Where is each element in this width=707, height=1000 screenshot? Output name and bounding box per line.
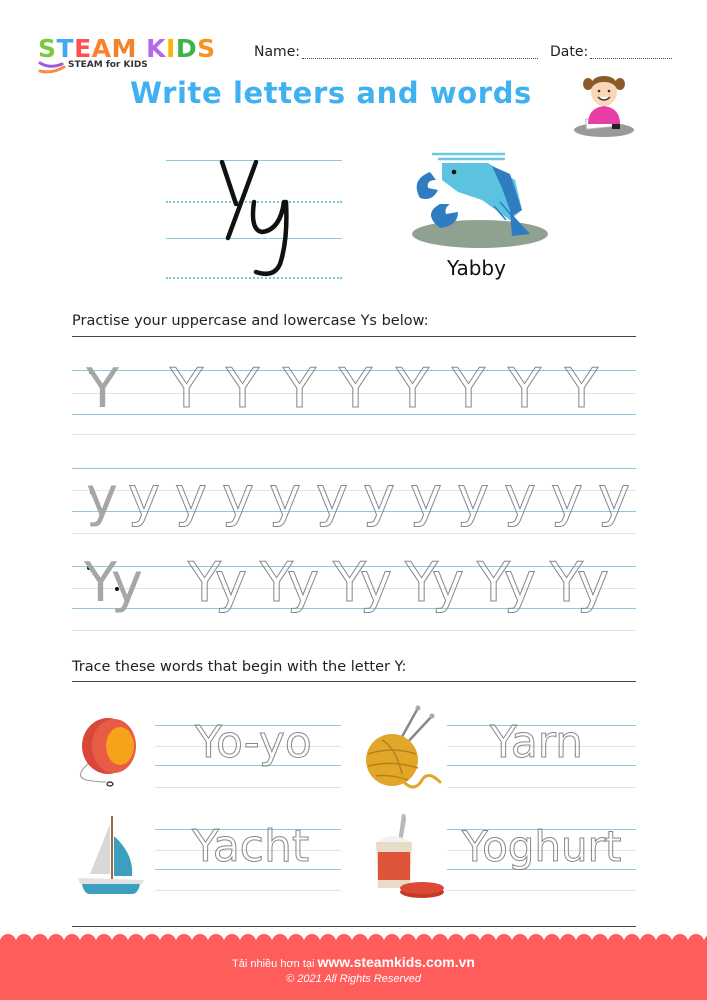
guide-line-descender [72, 630, 636, 631]
scallop-edge [0, 932, 707, 942]
trace-word-yoyo[interactable]: Yo-yo [195, 717, 312, 768]
trace-letter[interactable]: y [128, 465, 160, 528]
footer-prefix: Tải nhiều hơn tại [232, 958, 315, 970]
trace-letter[interactable]: Yy [405, 551, 458, 614]
sailboat-icon [76, 814, 146, 894]
trace-letter[interactable]: Yy [550, 551, 603, 614]
trace-letter[interactable]: Y [452, 357, 485, 420]
example-word: Yabby [447, 256, 506, 280]
trace-letter[interactable]: Y [508, 357, 541, 420]
trace-letter[interactable]: y [363, 465, 395, 528]
guide-line-descender [155, 890, 341, 891]
trace-letter[interactable]: Y [226, 357, 259, 420]
trace-letter[interactable]: Yy [260, 551, 313, 614]
footer-link-line [0, 954, 707, 970]
yoghurt-cup-icon [372, 814, 448, 904]
practice-instruction: Practise your uppercase and lowercase Ys below: [72, 313, 429, 329]
words-instruction: Trace these words that begin with the letter Y: [72, 659, 407, 675]
logo-tagline: STEAM for KIDS [68, 60, 148, 70]
trace-letter[interactable]: Y [170, 357, 203, 420]
trace-word-yacht[interactable]: Yacht [192, 821, 310, 872]
guide-line-descender [155, 787, 341, 788]
girl-writing-icon [568, 66, 640, 138]
trace-letter[interactable]: Yy [188, 551, 241, 614]
trace-letter[interactable]: y [457, 465, 489, 528]
model-letter: y [86, 465, 118, 528]
trace-letter[interactable]: Y [396, 357, 429, 420]
model-letter: Y [86, 357, 119, 420]
name-field[interactable] [302, 58, 538, 59]
guide-line-descender [72, 434, 636, 435]
trace-letter[interactable]: Y [283, 357, 316, 420]
trace-letter[interactable]: y [551, 465, 583, 528]
section-divider [72, 681, 636, 682]
name-label: Name: [254, 44, 301, 60]
trace-letter[interactable]: y [175, 465, 207, 528]
logo-swoosh-icon [38, 60, 66, 76]
trace-letter[interactable]: Yy [333, 551, 386, 614]
footer-copyright: © 2021 All Rights Reserved [286, 973, 421, 985]
footer [0, 940, 707, 1000]
trace-letter[interactable]: Y [565, 357, 598, 420]
yarn-ball-icon [362, 704, 448, 794]
date-label: Date: [550, 44, 589, 60]
trace-word-yarn[interactable]: Yarn [490, 717, 583, 768]
guide-line-descender [447, 787, 636, 788]
guide-line-descender [447, 890, 636, 891]
steam-kids-logo [38, 36, 238, 78]
trace-letter[interactable]: Y [339, 357, 372, 420]
page-divider [72, 926, 636, 927]
trace-word-yoghurt[interactable]: Yoghurt [462, 822, 622, 871]
guide-line-descender [72, 533, 636, 534]
trace-letter[interactable]: y [316, 465, 348, 528]
trace-letter[interactable]: y [504, 465, 536, 528]
date-field[interactable] [590, 58, 672, 59]
trace-letter[interactable]: y [222, 465, 254, 528]
trace-letter[interactable]: y [598, 465, 630, 528]
logo-wordmark: STEAM KIDS [38, 34, 216, 63]
yabby-crayfish-icon [410, 150, 550, 250]
yoyo-icon [78, 714, 144, 790]
featured-letter-pair [210, 160, 310, 280]
trace-letter[interactable]: y [410, 465, 442, 528]
footer-url[interactable]: www.steamkids.com.vn [317, 954, 475, 970]
section-divider [72, 336, 636, 337]
model-letter: Yy [84, 551, 137, 614]
trace-letter[interactable]: y [269, 465, 301, 528]
page-title: Write letters and words [130, 76, 532, 110]
trace-letter[interactable]: Yy [477, 551, 530, 614]
